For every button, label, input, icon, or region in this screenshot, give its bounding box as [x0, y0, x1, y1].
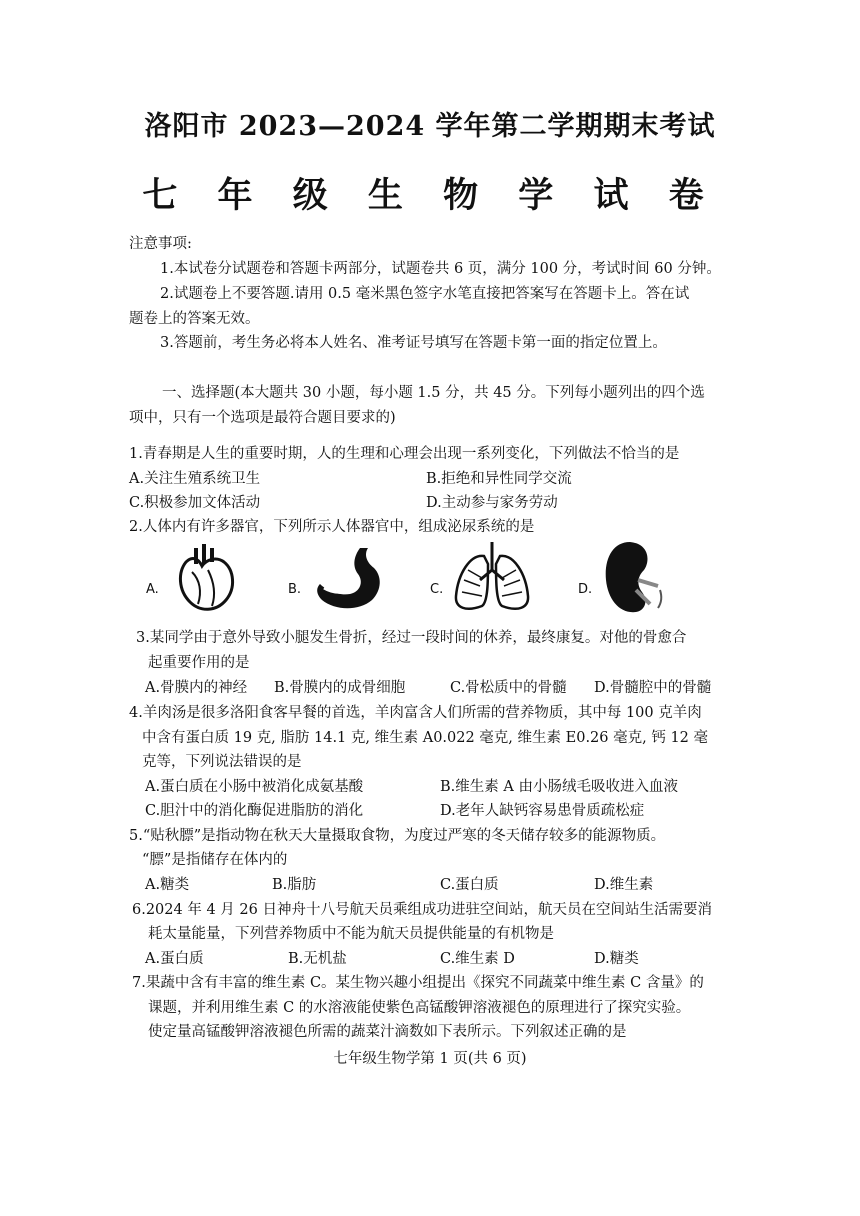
lungs-icon	[452, 540, 532, 616]
question-4-option-d: D.老年人缺钙容易患骨质疏松症	[440, 803, 645, 819]
question-3-option-a: A.骨膜内的神经	[145, 680, 248, 696]
section-heading-cont: 项中，只有一个选项是最符合题目要求的)	[129, 410, 396, 426]
question-1-option-a: A.关注生殖系统卫生	[129, 471, 261, 487]
question-4-stem-cont: 中含有蛋白质 19 克, 脂肪 14.1 克, 维生素 A0.022 毫克, 维生素 E0.26 毫克, 钙 12 毫	[142, 730, 709, 746]
notice-heading: 注意事项:	[129, 236, 192, 252]
question-5-option-c: C.蛋白质	[440, 877, 499, 893]
question-5-option-d: D.维生素	[594, 877, 654, 893]
exam-title: 洛阳市 2023—2024 学年第二学期期末考试	[144, 111, 716, 142]
option-d-figure	[578, 538, 688, 618]
question-6-option-c: C.维生素 D	[440, 951, 515, 967]
question-1-option-c: C.积极参加文体活动	[129, 495, 261, 511]
question-7-stem: 7.果蔬中含有丰富的维生素 C。某生物兴趣小组提出《探究不同蔬菜中维生素 C 含量》的	[132, 975, 704, 991]
option-c-figure	[430, 538, 540, 618]
question-1-option-d: D.主动参与家务劳动	[426, 495, 558, 511]
question-4-option-b: B.维生素 A 由小肠绒毛吸收进入血液	[440, 779, 678, 795]
question-2-stem: 2.人体内有许多器官，下列所示人体器官中，组成泌尿系统的是	[129, 519, 535, 535]
question-6-stem: 6.2024 年 4 月 26 日神舟十八号航天员乘组成功进驻空间站，航天员在空间站生活需要消	[132, 902, 712, 918]
page-footer: 七年级生物学第 1 页(共 6 页)	[333, 1051, 527, 1067]
notice-item: 1.本试卷分试题卷和答题卡两部分，试题卷共 6 页，满分 100 分，考试时间 60 分钟。	[160, 261, 721, 277]
notice-item: 3.答题前，考生务必将本人姓名、准考证号填写在答题卡第一面的指定位置上。	[160, 335, 667, 351]
question-3-stem: 3.某同学由于意外导致小腿发生骨折，经过一段时间的休养，最终康复。对他的骨愈合	[136, 630, 687, 646]
question-4-option-c: C.胆汁中的消化酶促进脂肪的消化	[145, 803, 364, 819]
kidney-icon	[600, 538, 670, 618]
option-a-figure	[146, 538, 246, 618]
question-5-option-b: B.脂肪	[272, 877, 317, 893]
question-6-option-b: B.无机盐	[288, 951, 347, 967]
heart-icon	[172, 542, 240, 616]
question-3-option-c: C.骨松质中的骨髓	[450, 680, 567, 696]
notice-item: 题卷上的答案无效。	[129, 311, 260, 327]
question-3-option-d: D.骨髓腔中的骨髓	[594, 680, 712, 696]
question-3-stem-cont: 起重要作用的是	[148, 655, 250, 671]
question-4-stem: 4.羊肉汤是很多洛阳食客早餐的首选，羊肉富含人们所需的营养物质，其中每 100 克羊肉	[129, 705, 702, 721]
question-3-option-b: B.骨膜内的成骨细胞	[274, 680, 406, 696]
question-4-option-a: A.蛋白质在小肠中被消化成氨基酸	[145, 779, 364, 795]
question-4-stem-cont: 克等，下列说法错误的是	[142, 754, 302, 770]
question-6-option-d: D.糖类	[594, 951, 639, 967]
question-5-option-a: A.糖类	[145, 877, 190, 893]
question-1-option-b: B.拒绝和异性同学交流	[426, 471, 572, 487]
figure-label-d: D.	[578, 582, 593, 597]
question-7-stem-cont: 课题，并利用维生素 C 的水溶液能使紫色高锰酸钾溶液褪色的原理进行了探究实验。	[148, 1000, 691, 1016]
question-5-stem: 5.“贴秋膘”是指动物在秋天大量摄取食物，为度过严寒的冬天储存较多的能源物质。	[129, 828, 666, 844]
stomach-icon	[308, 544, 394, 614]
option-b-figure	[288, 538, 398, 618]
figure-label-b: B.	[288, 582, 302, 597]
question-5-stem-cont: “膘”是指储存在体内的	[142, 852, 288, 868]
question-1-stem: 1.青春期是人生的重要时期，人的生理和心理会出现一系列变化，下列做法不恰当的是	[129, 446, 680, 462]
exam-subtitle: 七 年 级 生 物 学 试 卷	[142, 175, 718, 216]
question-6-option-a: A.蛋白质	[145, 951, 204, 967]
question-6-stem-cont: 耗太量能量，下列营养物质中不能为航天员提供能量的有机物是	[148, 926, 554, 942]
figure-label-a: A.	[146, 582, 159, 597]
figure-label-c: C.	[430, 582, 444, 597]
question-7-stem-cont: 使定量高锰酸钾溶液褪色所需的蔬菜汁滴数如下表所示。下列叙述正确的是	[148, 1024, 627, 1040]
notice-item: 2.试题卷上不要答题.请用 0.5 毫米黑色签字水笔直接把答案写在答题卡上。答在试	[160, 286, 690, 302]
section-heading: 一、选择题(本大题共 30 小题，每小题 1.5 分，共 45 分。下列每小题列出的四个选	[162, 385, 705, 401]
